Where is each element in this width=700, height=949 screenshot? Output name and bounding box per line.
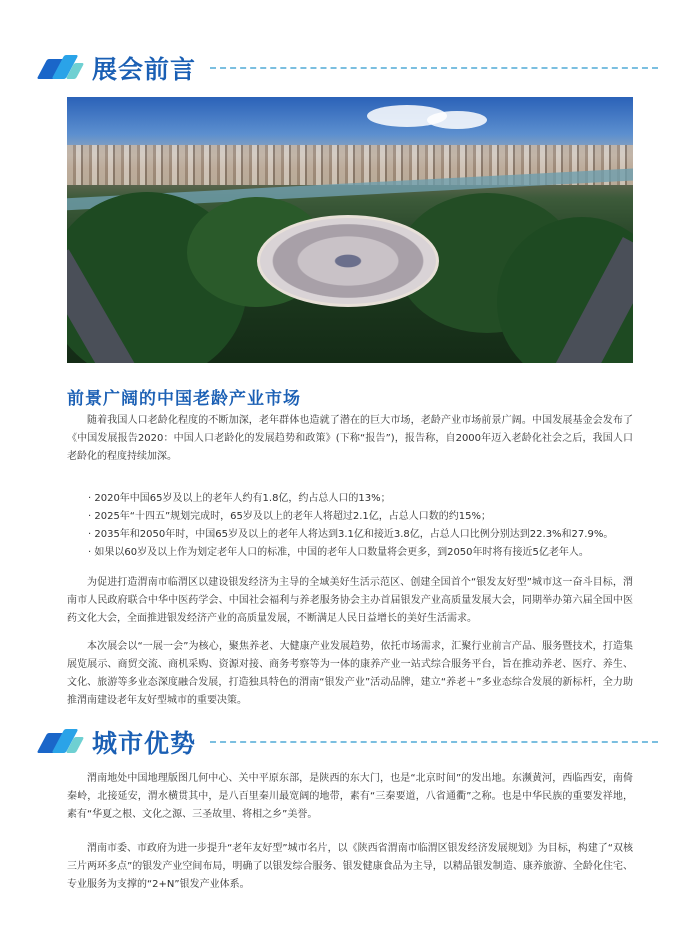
list-item: · 2025年“十四五”规划完成时，65岁及以上的老年人将超过2.1亿，占总人口数的约15%； <box>88 511 492 522</box>
dashed-divider <box>210 741 658 743</box>
section-header-preface <box>42 48 658 88</box>
hero-city-aerial-image <box>67 97 633 363</box>
section-header-city-advantage <box>42 722 658 762</box>
paragraph-silver-industry-plan: 渭南市委、市政府为进一步提升“老年友好型”城市名片，以《陕西省渭南市临渭区银发经济发展规划》为目标，构建了“双核三片两环多点”的银发产业空间布局，明确了以银发综合服务、银发健康食品为主导，以精品银发制造、康养旅游、全龄化住宅、专业服务为支撑的“2+N”银发产业体系。 <box>67 843 633 890</box>
subheading-market: 前景广阔的中国老龄产业市场 <box>67 389 301 409</box>
list-item: · 如果以60岁及以上作为划定老年人口的标准，中国的老年人口数量将会更多，到2050年时将有接近5亿老年人。 <box>88 547 589 558</box>
paragraph-aging-market: 随着我国人口老龄化程度的不断加深，老年群体也造就了潜在的巨大市场，老龄产业市场前景广阔。中国发展基金会发布了《中国发展报告2020：中国人口老龄化的发展趋势和政策》(下称“报告”)，报告称，自2000年迈入老龄化社会之后，我国人口老龄化的程度持续加深。 <box>67 415 633 462</box>
list-item: · 2020年中国65岁及以上的老年人约有1.8亿，约占总人口的13%； <box>88 493 391 504</box>
paragraph-exhibition-core: 本次展会以“一展一会”为核心，聚焦养老、大健康产业发展趋势，依托市场需求，汇聚行业前言产品、服务暨技术，打造集展览展示、商贸交流、商机采购、资源对接、商务考察等为一体的康养产业一站式综合服务平台，旨在推动养老、医疗、养生、文化、旅游等多业态深度融合发展，打造独具特色的渭南“银发产业”活动品牌，建立“养老＋”多业态综合发展的新标杆，全力助推渭南建设老年友好型城市的重要决策。 <box>67 641 633 706</box>
paragraph-weinan-location: 渭南地处中国地理版图几何中心、关中平原东部，是陕西的东大门，也是“北京时间”的发出地。东濒黄河，西临西安，南倚秦岭，北接延安，渭水横贯其中，是八百里秦川最宽阔的地带，素有“三秦要道，八省通衢”之称。也是中华民族的重要发祥地，素有“华夏之根、文化之源、三圣故里、将相之乡”美誉。 <box>67 773 633 820</box>
dashed-divider <box>210 67 658 69</box>
stripes-logo-icon <box>42 729 84 755</box>
list-item: · 2035年和2050年时，中国65岁及以上的老年人将达到3.1亿和接近3.8亿，占总人口比例分别达到22.3%和27.9%。 <box>88 529 614 540</box>
section-title-preface: 展会前言 <box>92 55 197 84</box>
section-title-city-advantage: 城市优势 <box>92 729 197 758</box>
paragraph-conference-goal: 为促进打造渭南市临渭区以建设银发经济为主导的全域美好生活示范区、创建全国首个“银发友好型”城市这一奋斗目标，渭南市人民政府联合中华中医药学会、中国社会福利与养老服务协会主办首届银发产业高质量发展大会，同期举办第六届全国中医药文化大会，全面推进银发经济产业的高质量发展，不断满足人民日益增长的美好生活需求。 <box>67 577 633 624</box>
stats-bullet-list <box>88 490 636 562</box>
stripes-logo-icon <box>42 55 84 81</box>
